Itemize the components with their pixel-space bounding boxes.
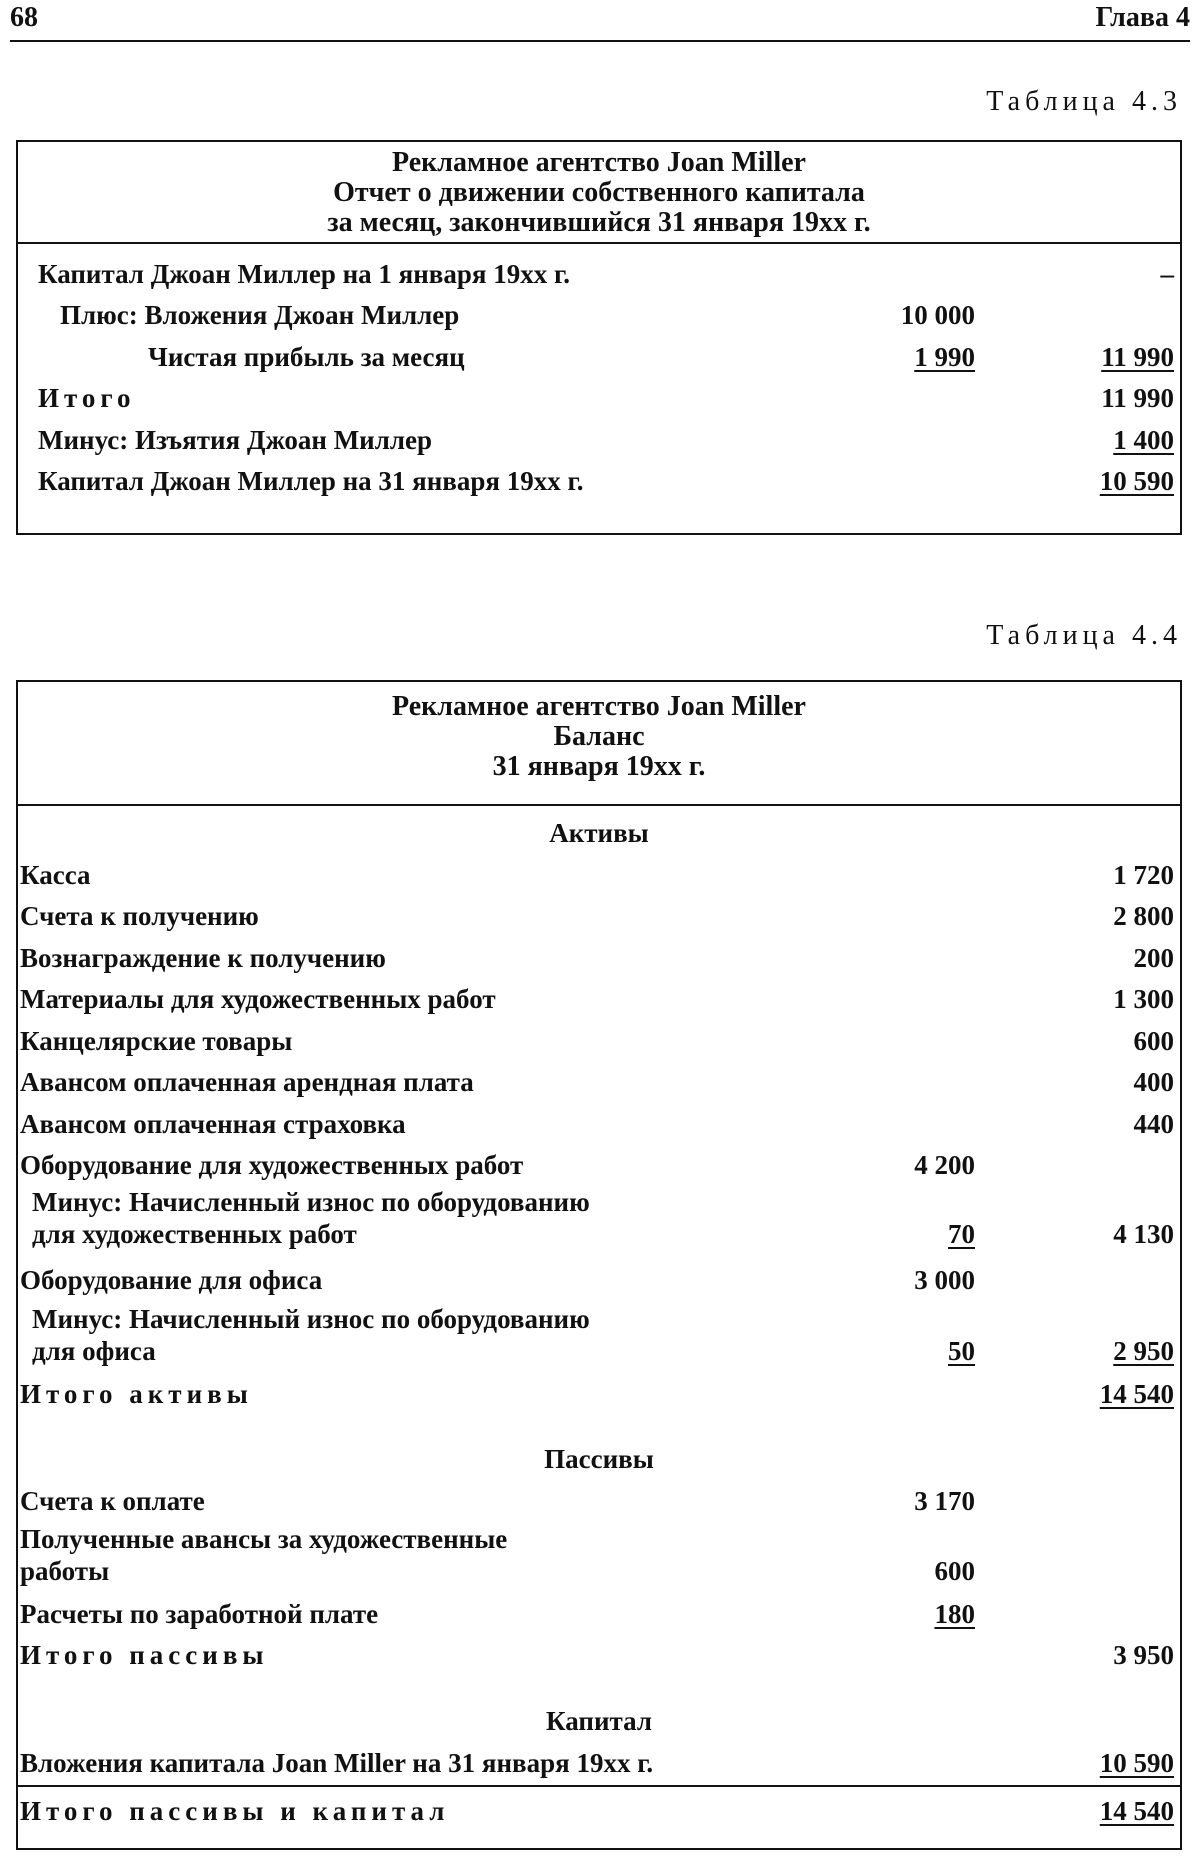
table-44-header	[18, 682, 1180, 806]
row-value-total: 14 540	[1099, 1379, 1174, 1409]
statement-title: Отчет о движении собственного капитала	[333, 177, 865, 208]
row-value-sub: 180	[934, 1599, 975, 1629]
row-label: Чистая прибыль за месяц	[148, 342, 465, 372]
page-header	[10, 0, 1190, 42]
table-43	[16, 140, 1182, 535]
row-label: Итого пассивы	[20, 1640, 269, 1670]
row-label: Итого	[38, 383, 136, 413]
row-label: Расчеты по заработной плате	[20, 1599, 379, 1629]
company-name: Рекламное агентство Joan Miller	[392, 691, 806, 722]
row-label: Капитал Джоан Миллер на 1 января 19xx г.	[38, 259, 570, 289]
row-value-total: 1 300	[1113, 984, 1174, 1014]
row-value-sub: 70	[948, 1219, 975, 1249]
row-value-total: 14 540	[1099, 1796, 1174, 1826]
row-value-total: 10 590	[1099, 466, 1174, 496]
row-label: Счета к оплате	[20, 1486, 205, 1516]
row-value-total: –	[1160, 259, 1174, 289]
row-value-total: 11 990	[1101, 342, 1174, 372]
row-label: Авансом оплаченная арендная плата	[20, 1067, 474, 1097]
table-row	[18, 1304, 1180, 1374]
row-label: Вознаграждение к получению	[20, 943, 386, 973]
row-label: Авансом оплаченная страховка	[20, 1109, 406, 1139]
row-value-total: 11 990	[1101, 383, 1174, 413]
statement-date: 31 января 19xx г.	[492, 751, 706, 782]
section-title-liabilities: Пассивы	[544, 1444, 654, 1474]
row-label: Итого активы	[20, 1379, 253, 1409]
row-label: Минус: Изъятия Джоан Миллер	[38, 425, 433, 455]
row-label: Материалы для художественных работ	[20, 984, 496, 1014]
row-value-total: 600	[1133, 1026, 1174, 1056]
row-label: Минус: Начисленный износ по оборудованию	[32, 1304, 590, 1334]
row-value-sub: 3 170	[914, 1486, 975, 1516]
row-value-total: 10 590	[1099, 1748, 1174, 1778]
row-label-line2: для художественных работ	[32, 1219, 357, 1249]
section-title-assets: Активы	[549, 818, 649, 848]
row-value-sub: 3 000	[914, 1265, 975, 1295]
table-44-caption: Таблица 4.4	[986, 620, 1182, 651]
row-label: Плюс: Вложения Джоан Миллер	[60, 300, 460, 330]
row-label: Касса	[20, 860, 91, 890]
table-44	[16, 680, 1182, 1850]
row-label-line2: работы	[20, 1556, 110, 1586]
row-label: Вложения капитала Joan Miller на 31 января 19xx г.	[20, 1748, 654, 1778]
row-value-total: 2 950	[1113, 1336, 1174, 1366]
chapter-title: Глава 4	[1095, 2, 1190, 33]
row-value-total: 200	[1133, 943, 1174, 973]
row-label: Минус: Начисленный износ по оборудованию	[32, 1187, 590, 1217]
row-value-sub: 50	[948, 1336, 975, 1366]
statement-title: Баланс	[553, 721, 645, 752]
row-value-sub: 600	[934, 1556, 975, 1586]
row-value-total: 3 950	[1113, 1640, 1174, 1670]
statement-period: за месяц, закончившийся 31 января 19xx г.	[327, 207, 871, 238]
row-value-sub: 10 000	[900, 300, 975, 330]
row-label: Счета к получению	[20, 901, 259, 931]
table-43-caption: Таблица 4.3	[986, 86, 1182, 117]
row-value-total: 400	[1133, 1067, 1174, 1097]
page-number: 68	[10, 2, 38, 33]
section-title-capital: Капитал	[546, 1706, 652, 1736]
row-label: Капитал Джоан Миллер на 31 января 19xx г.	[38, 466, 584, 496]
row-value-total: 440	[1133, 1109, 1174, 1139]
separator-line	[18, 1785, 1180, 1787]
company-name: Рекламное агентство Joan Miller	[392, 147, 806, 178]
row-value-total: 1 400	[1113, 425, 1174, 455]
row-value-total: 4 130	[1113, 1219, 1174, 1249]
row-value-total: 1 720	[1113, 860, 1174, 890]
row-label: Полученные авансы за художественные	[20, 1524, 508, 1554]
row-label-line2: для офиса	[32, 1336, 156, 1366]
table-43-header	[18, 142, 1180, 244]
row-label: Итого пассивы и капитал	[20, 1796, 450, 1826]
row-label: Канцелярские товары	[20, 1026, 293, 1056]
table-row	[18, 1187, 1180, 1257]
row-value-sub: 1 990	[914, 342, 975, 372]
row-label: Оборудование для художественных работ	[20, 1150, 524, 1180]
table-row	[18, 1524, 1180, 1594]
row-label: Оборудование для офиса	[20, 1265, 323, 1295]
row-value-total: 2 800	[1113, 901, 1174, 931]
row-value-sub: 4 200	[914, 1150, 975, 1180]
